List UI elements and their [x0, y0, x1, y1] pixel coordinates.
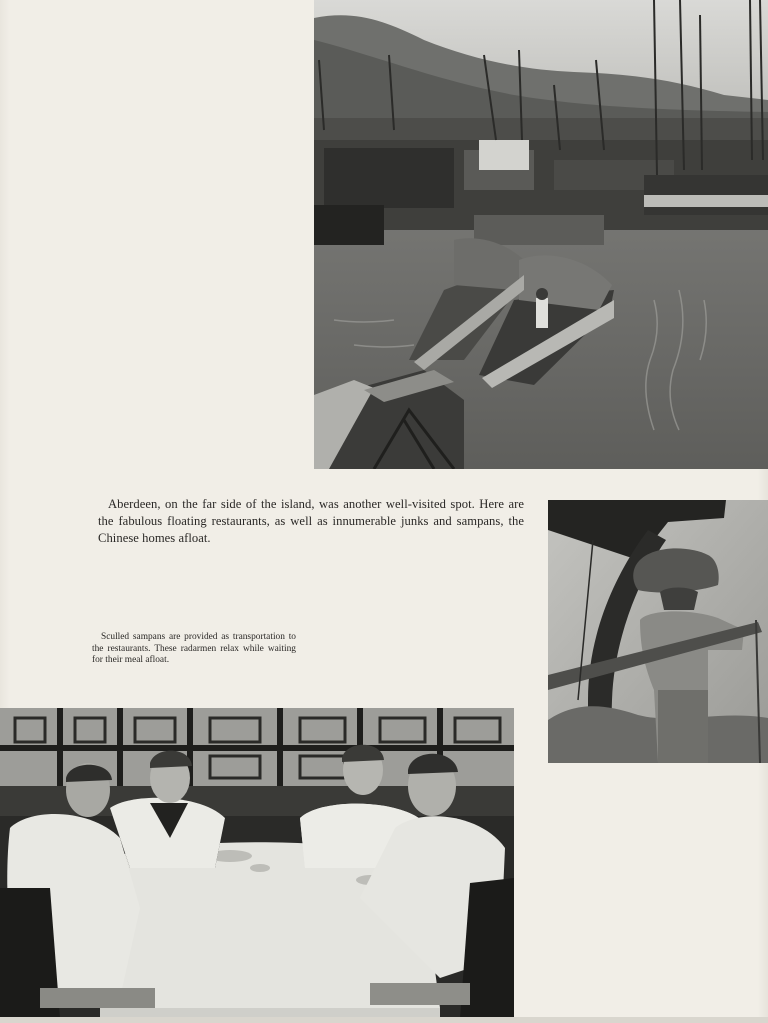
small-caption: Sculled sampans are provided as transportation to the restaurants. These radarmen relax while waiting for their meal afloat.	[92, 632, 296, 666]
harbor-photo	[314, 0, 768, 469]
diners-photo-image	[0, 708, 514, 1018]
rower-photo-image	[548, 500, 768, 763]
harbor-photo-image	[314, 0, 768, 469]
rower-photo	[548, 500, 768, 763]
diners-photo	[0, 708, 514, 1018]
main-caption: Aberdeen, on the far side of the island, was another well-visited spot. Here are the fabulous floating restaurants, as well as innumerable junks and sampans, the Chinese homes afloat.	[98, 497, 524, 545]
page-bottom-edge	[0, 1017, 768, 1023]
